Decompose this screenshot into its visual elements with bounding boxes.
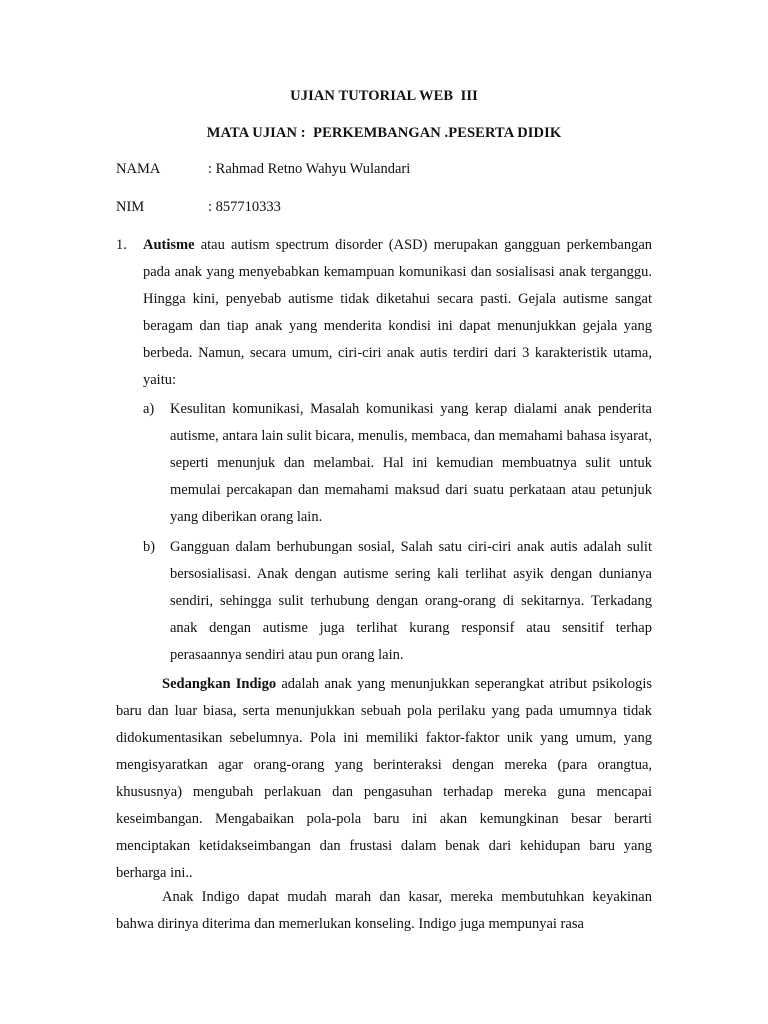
exam-subject: MATA UJIAN : PERKEMBANGAN .PESERTA DIDIK <box>206 125 562 141</box>
name-label: NAMA <box>116 161 161 177</box>
list-number: 1. <box>116 237 127 253</box>
list-item: Gangguan dalam berhubungan sosial, Salah satu ciri-ciri anak autis adalah sulit bersosialisasi. Anak dengan autisme sering kali terlihat asyik dengan dunianya sendiri, sehingga sulit terhubung dengan orang-orang di sekitarnya. Terkadang anak dengan autisme juga terlihat kurang responsif atau sensitif terhap perasaannya sendiri atau pun orang lain. <box>170 539 652 663</box>
list-marker-b: b) <box>143 539 156 555</box>
last-paragraph: Anak Indigo dapat mudah marah dan kasar, mereka membutuhkan keyakinan bahwa dirinya diterima dan memerlukan konseling. Indigo juga mempunyai rasa <box>116 889 652 932</box>
name-value: : Rahmad Retno Wahyu Wulandari <box>208 161 411 177</box>
document-title: UJIAN TUTORIAL WEB III <box>290 88 478 104</box>
autism-term: Autisme <box>143 237 195 253</box>
autism-text: atau autism spectrum disorder (ASD) merupakan gangguan perkembangan pada anak yang menyebabkan kemampuan komunikasi dan sosialisasi anak terganggu. Hingga kini, penyebab autisme tidak diketahui secara pasti. Gejala autisme sangat beragam dan tiap anak yang menderita kondisi ini dapat menunjukkan gejala yang berbeda. Namun, secara umum, ciri-ciri anak autis terdiri dari 3 karakteristik utama, yaitu: <box>143 237 652 388</box>
list-marker-a: a) <box>143 401 155 417</box>
nim-label: NIM <box>116 199 145 215</box>
autism-paragraph <box>143 232 652 394</box>
list-item: Kesulitan komunikasi, Masalah komunikasi yang kerap dialami anak penderita autisme, antara lain sulit bicara, menulis, membaca, dan memahami bahasa isyarat, seperti menunjuk dan melambai. Hal ini kemudian membuatnya sulit untuk memulai percakapan dan memahami maksud dari suatu perkataan atau petunjuk yang diberikan orang lain. <box>170 401 652 525</box>
indigo-text: adalah anak yang menunjukkan seperangkat atribut psikologis baru dan luar biasa, serta menunjukkan sebuah pola perilaku yang pada umumnya tidak didokumentasikan sebelumnya. Pola ini memiliki faktor-faktor unik yang umum, yang mengisyaratkan agar orang-orang yang berinteraksi dengan mereka (para orangtua, khususnya) mengubah perlakuan dan pengasuhan terhadap mereka guna mencapai keseimbangan. Mengabaikan pola-pola baru ini akan kemungkinan besar berarti menciptakan ketidakseimbangan dan frustasi dalam benak dari kehidupan baru yang berharga ini.. <box>116 676 652 881</box>
nim-value: : 857710333 <box>208 199 281 215</box>
indigo-paragraph <box>116 671 652 887</box>
indigo-term: Sedangkan Indigo <box>162 676 277 692</box>
